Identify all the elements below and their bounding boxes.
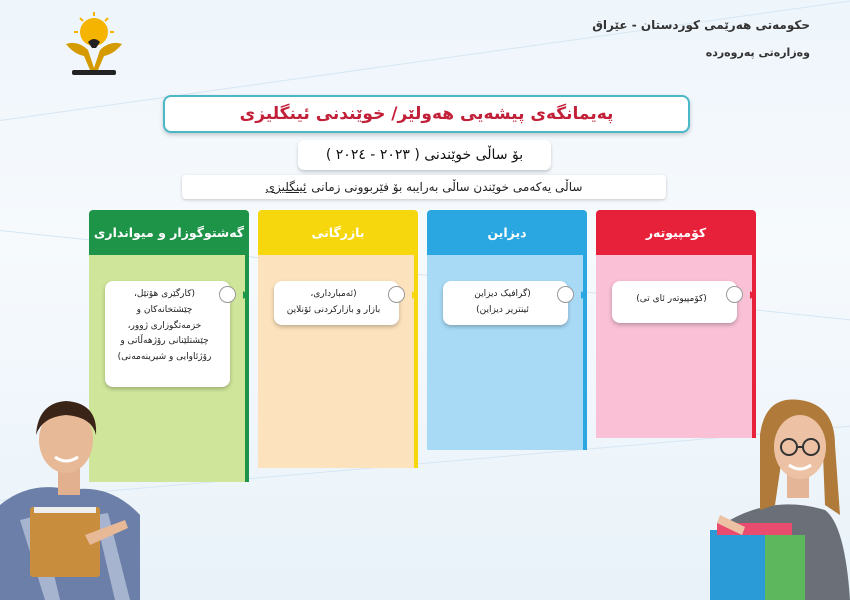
department-header-design (427, 210, 587, 255)
female-student-illustration (705, 395, 850, 600)
government-name: حکومەتی هەرێمی کوردستان - عێراق (592, 18, 810, 32)
specialty-item: خزمەتگوزاری ژوور، (127, 320, 202, 331)
pointer-arrow-icon (581, 291, 587, 299)
bullet-circle-icon (388, 286, 405, 303)
page-subtitle: بۆ ساڵی خوێندنی ( ٢٠٢٣ - ٢٠٢٤ ) (298, 140, 551, 170)
department-column-design (427, 210, 587, 450)
organization-header (592, 18, 810, 59)
department-header-computer (596, 210, 756, 255)
page-title: پەیمانگەی پیشەیی هەولێر/ خوێندنی ئینگلیزی (163, 95, 690, 133)
kurdistan-emblem-icon (58, 10, 130, 80)
department-column-business (258, 210, 418, 468)
bullet-circle-icon (557, 286, 574, 303)
pointer-arrow-icon (243, 291, 249, 299)
department-specialties-card (443, 281, 568, 325)
ministry-name: وەزارەتی پەروەردە (705, 46, 810, 59)
specialty-item: چێشتلێنانی رۆژهەڵاتی و (120, 336, 209, 347)
specialty-item: ئینتریر دیزاین) (476, 304, 529, 315)
department-specialties-card (612, 281, 737, 323)
specialty-item: (گرافیک دیزاین (474, 289, 531, 299)
specialty-item: بازار و بازارکردنی ئۆنلاین (286, 304, 381, 315)
department-title: گەشتوگوزار و میوانداری (93, 225, 245, 240)
specialty-item: (ئەمبارداری، (310, 289, 357, 299)
department-title: دیزاین (487, 225, 527, 240)
specialty-item: چێشتخانەکان و (136, 304, 193, 315)
department-header-tourism (89, 210, 249, 255)
bullet-circle-icon (219, 286, 236, 303)
department-title: کۆمپیوتەر (645, 225, 707, 240)
note-underlined-text: ئینگلیزی (265, 180, 307, 194)
pointer-arrow-icon (412, 291, 418, 299)
male-student-illustration (0, 395, 150, 600)
department-title: بازرگانی (311, 225, 365, 240)
pointer-arrow-icon (750, 291, 756, 299)
department-specialties-card (274, 281, 399, 325)
specialty-item: (کارگێری هۆتێل، (133, 289, 196, 299)
note-text: ساڵی یەکەمی خوێندن ساڵی بەرایبە بۆ فێربوونی زمانی (311, 180, 583, 194)
specialty-item: (کۆمپیوتەر ئای تی) (636, 294, 707, 304)
department-header-business (258, 210, 418, 255)
department-specialties-card (105, 281, 230, 387)
bullet-circle-icon (726, 286, 743, 303)
specialty-item: رۆژئاوایی و شیرینەمەنی) (117, 352, 212, 362)
language-year-note (182, 175, 666, 199)
